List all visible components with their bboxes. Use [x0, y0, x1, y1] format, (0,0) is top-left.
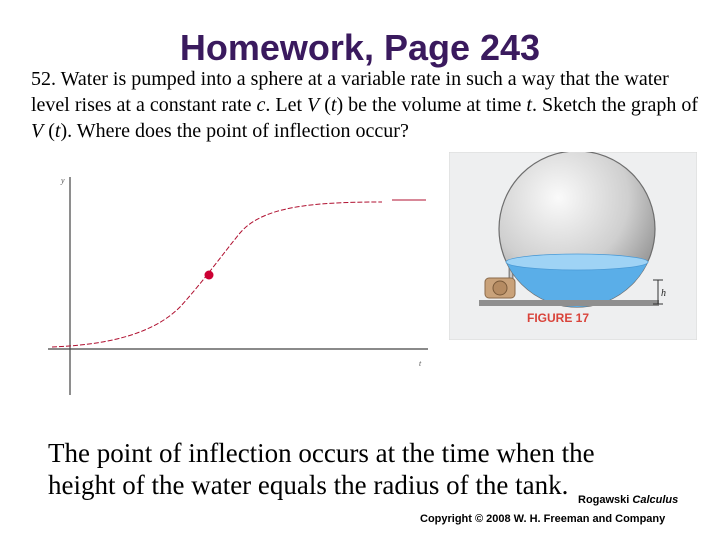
problem-statement	[31, 66, 703, 144]
x-axis-label: t	[419, 359, 422, 368]
time-symbol: t	[526, 94, 532, 116]
inflection-point	[205, 271, 214, 280]
book-author: Rogawski	[578, 494, 633, 506]
book-credit	[578, 494, 678, 506]
copyright: Copyright © 2008 W. H. Freeman and Company	[420, 513, 666, 525]
volume-graph	[40, 165, 440, 405]
volume-symbol: V	[307, 94, 320, 116]
y-axis-label: y	[61, 176, 65, 185]
volume-symbol: V	[31, 120, 44, 142]
problem-text: . Let	[265, 94, 308, 116]
answer-text: The point of inflection occurs at the time when the height of the water equals the radius of the tank.	[48, 438, 595, 500]
height-label: h	[661, 288, 666, 299]
sphere-tank-figure	[449, 152, 697, 340]
volume-curve	[52, 202, 382, 347]
problem-text: (	[43, 120, 55, 142]
problem-text: 52. Water is pumped into a sphere at a variable rate in such a way that the water level rises at a constant rate	[31, 68, 669, 116]
figure-caption: FIGURE 17	[527, 311, 590, 325]
constant-c: c	[256, 94, 266, 116]
time-symbol: t	[54, 120, 61, 142]
problem-text: (	[319, 94, 331, 116]
water-surface	[506, 254, 648, 270]
pump-wheel	[493, 281, 507, 295]
problem-text: . Sketch the graph of	[531, 94, 699, 116]
slide-title: Homework, Page 243	[179, 27, 541, 68]
time-symbol: t	[330, 94, 337, 116]
tank-base	[479, 300, 659, 306]
problem-text: ). Where does the point of inflection occur?	[60, 120, 409, 142]
book-title: Calculus	[632, 494, 679, 506]
problem-text: ) be the volume at time	[336, 94, 527, 116]
